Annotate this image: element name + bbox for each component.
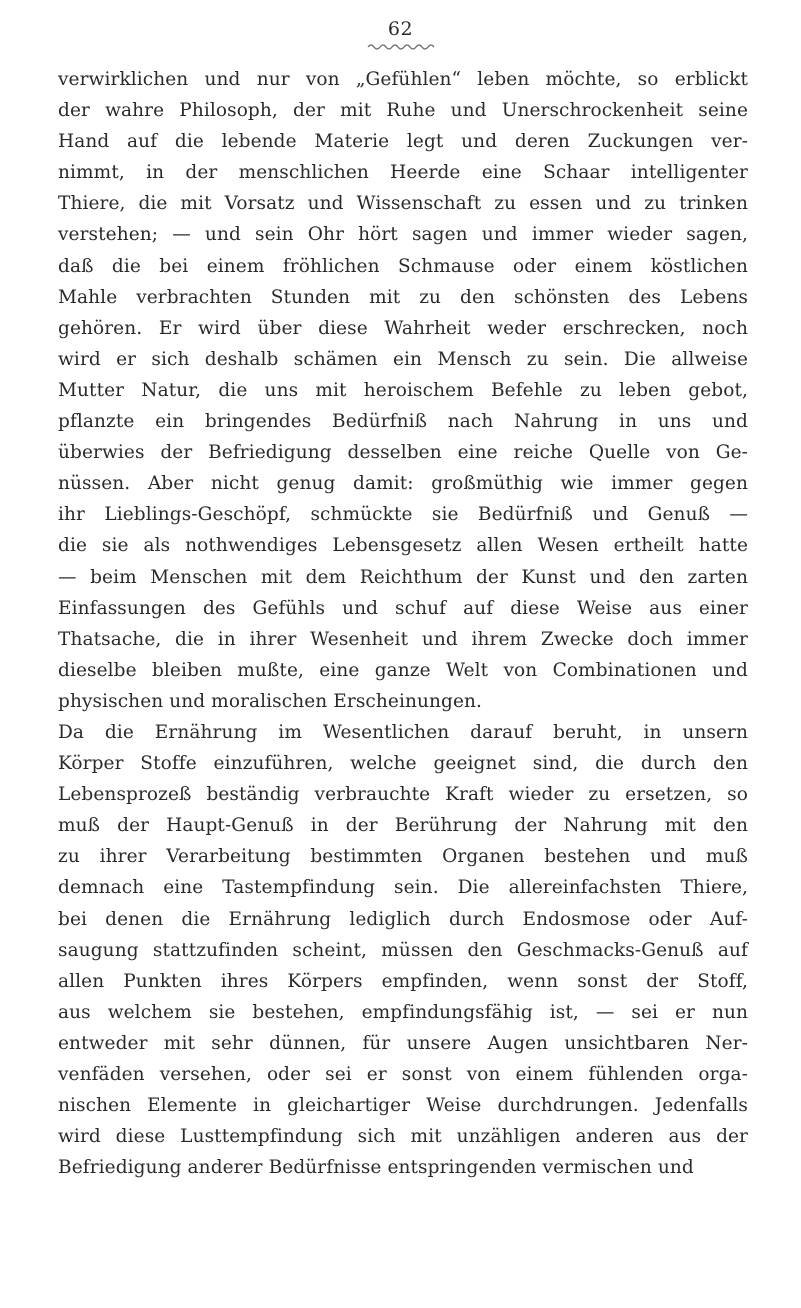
text-line: daß die bei einem fröhlichen Schmause oder einem köstlichen <box>58 255 748 277</box>
text-line: Thatsache, die in ihrer Wesenheit und ihrem Zwecke doch immer <box>58 628 748 650</box>
text-line: Mahle verbrachten Stunden mit zu den schönsten des Lebens <box>58 286 748 308</box>
text-line: wird er sich deshalb schämen ein Mensch zu sein. Die allweise <box>58 348 748 370</box>
text-line: nischen Elemente in gleichartiger Weise durchdrungen. Jedenfalls <box>58 1095 748 1117</box>
text-line: wird diese Lusttempfindung sich mit unzähligen anderen aus der <box>58 1126 748 1148</box>
text-line: saugung stattzufinden scheint, müssen den Geschmacks-Genuß auf <box>58 939 748 961</box>
page-number-ornament-icon <box>367 42 437 50</box>
text-line: allen Punkten ihres Körpers empfinden, wenn sonst der Stoff, <box>58 970 748 992</box>
text-line: physischen und moralischen Erscheinungen. <box>58 690 482 712</box>
text-line: überwies der Befriedigung desselben eine reiche Quelle von Ge- <box>58 442 748 464</box>
text-line: aus welchem sie bestehen, empfindungsfähig ist, — sei er nun <box>58 1001 748 1023</box>
text-line: Einfassungen des Gefühls und schuf auf diese Weise aus einer <box>58 597 748 619</box>
text-line: der wahre Philosoph, der mit Ruhe und Unerschrockenheit seine <box>58 100 748 122</box>
page-number: 62 <box>387 18 414 40</box>
text-line: die sie als nothwendiges Lebensgesetz allen Wesen ertheilt hatte <box>58 535 748 557</box>
text-line: nüssen. Aber nicht genug damit: großmüthig wie immer gegen <box>58 473 748 495</box>
text-line: Befriedigung anderer Bedürfnisse entspringenden vermischen und <box>58 1157 694 1179</box>
text-line: Hand auf die lebende Materie legt und deren Zuckungen ver- <box>58 131 748 153</box>
text-line: gehören. Er wird über diese Wahrheit weder erschrecken, noch <box>58 317 748 339</box>
text-line: — beim Menschen mit dem Reichthum der Kunst und den zarten <box>58 566 748 588</box>
text-line: nimmt, in der menschlichen Heerde eine Schaar intelligenter <box>58 162 748 184</box>
text-line: bei denen die Ernährung lediglich durch Endosmose oder Auf- <box>58 908 748 930</box>
text-line: venfäden versehen, oder sei er sonst von einem fühlenden orga- <box>58 1064 748 1085</box>
text-line: Lebensprozeß beständig verbrauchte Kraft wieder zu ersetzen, so <box>58 784 748 806</box>
text-line: muß der Haupt-Genuß in der Berührung der Nahrung mit den <box>58 815 748 837</box>
text-line: Thiere, die mit Vorsatz und Wissenschaft zu essen und zu trinken <box>58 193 748 215</box>
text-line: Da die Ernährung im Wesentlichen darauf beruht, in unsern <box>58 721 748 743</box>
text-line: zu ihrer Verarbeitung bestimmten Organen bestehen und muß <box>58 846 748 868</box>
text-line: ihr Lieblings-Geschöpf, schmückte sie Bedürfniß und Genuß — <box>58 504 748 526</box>
text-line: verwirklichen und nur von „Gefühlen“ leben möchte, so erblickt <box>58 69 748 90</box>
text-line: Mutter Natur, die uns mit heroischem Befehle zu leben gebot, <box>58 379 748 401</box>
text-line: Körper Stoffe einzuführen, welche geeignet sind, die durch den <box>58 753 748 775</box>
text-line: pflanzte ein bringendes Bedürfniß nach Nahrung in uns und <box>58 411 748 433</box>
text-line: demnach eine Tastempfindung sein. Die allereinfachsten Thiere, <box>58 877 748 899</box>
text-line: entweder mit sehr dünnen, für unsere Augen unsichtbaren Ner- <box>58 1032 748 1054</box>
text-line: dieselbe bleiben mußte, eine ganze Welt von Combinationen und <box>58 659 748 681</box>
text-line: verstehen; — und sein Ohr hört sagen und immer wieder sagen, <box>58 224 748 246</box>
body-text <box>58 64 748 1183</box>
